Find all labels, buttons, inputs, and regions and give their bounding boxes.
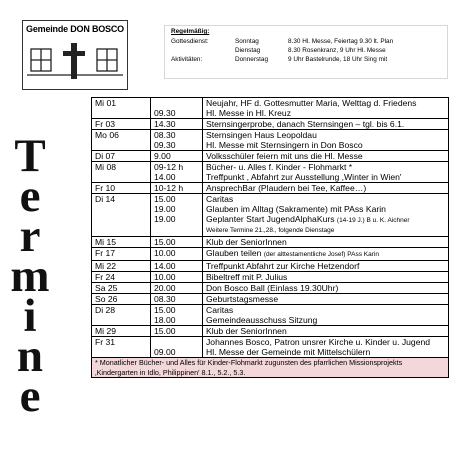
event-description <box>203 237 449 248</box>
event-date: So 26 <box>92 294 151 305</box>
event-text: Neujahr, HF d. Gottesmutter Maria, Welttag d. Friedens <box>206 98 417 108</box>
event-description <box>203 98 449 119</box>
event-text: Hl. Messe der Gemeinde mit Mittelschülern <box>206 347 371 357</box>
event-time: 09.00 <box>154 347 176 357</box>
event-time: 19.00 <box>154 204 176 214</box>
schedule-row <box>92 130 449 151</box>
side-title-letter: r <box>19 210 41 262</box>
event-line <box>206 140 445 150</box>
event-times <box>151 151 203 162</box>
schedule-row <box>92 294 449 305</box>
event-date: Mi 08 <box>92 162 151 183</box>
event-line <box>206 272 445 282</box>
side-title-letter: e <box>19 170 41 222</box>
schedule-row <box>92 162 449 183</box>
event-followup-note: Weitere Termine 21.,28., folgende Dienstage <box>206 227 335 234</box>
event-times <box>151 261 203 272</box>
event-line <box>206 130 445 140</box>
schedule-row <box>92 237 449 248</box>
side-title-letter: i <box>23 290 37 342</box>
event-text: Geplanter Start JugendAlphaKurs <box>206 214 335 224</box>
event-line <box>206 108 445 118</box>
event-text: Johannes Bosco, Patron unsrer Kirche u. Kinder u. Jugend <box>206 337 431 347</box>
event-line <box>206 151 445 161</box>
event-date: Fr 10 <box>92 183 151 194</box>
event-line <box>206 283 445 293</box>
event-description <box>203 294 449 305</box>
event-line <box>206 326 445 336</box>
event-text: Volksschüler feiern mit uns die Hl. Messe <box>206 151 363 161</box>
parish-logo <box>22 20 128 90</box>
event-times <box>151 305 203 326</box>
event-text: Hl. Messe mit Sternsingern in Don Bosco <box>206 140 363 150</box>
event-times <box>151 130 203 151</box>
event-time: 9.00 <box>154 151 171 161</box>
regular-row: Dienstag 8.30 Rosenkranz, 9 Uhr Hl. Messe <box>235 47 386 54</box>
schedule-row <box>92 272 449 283</box>
event-line <box>206 194 445 204</box>
side-title-termine <box>8 130 52 422</box>
side-title-letter: T <box>14 130 46 182</box>
event-time: 14.00 <box>154 172 176 182</box>
event-description <box>203 194 449 237</box>
event-description <box>203 183 449 194</box>
event-time: 15.00 <box>154 326 176 336</box>
event-date: Mi 01 <box>92 98 151 119</box>
event-line <box>206 172 445 182</box>
event-text: Glauben teilen <box>206 248 262 258</box>
regular-services-heading: Regelmäßig: <box>171 28 210 35</box>
event-time: 14.30 <box>154 119 176 129</box>
event-time: 08.30 <box>154 294 176 304</box>
event-time: 14.00 <box>154 261 176 271</box>
event-description <box>203 261 449 272</box>
event-description <box>203 130 449 151</box>
event-times <box>151 248 203 261</box>
event-text: Klub der SeniorInnen <box>206 326 287 336</box>
event-description <box>203 151 449 162</box>
schedule-row <box>92 283 449 294</box>
side-title-letter: m <box>10 250 50 302</box>
side-title-letter: n <box>16 330 44 382</box>
event-description <box>203 337 449 358</box>
event-date: Sa 25 <box>92 283 151 294</box>
event-date: Fr 03 <box>92 119 151 130</box>
event-time: 19.00 <box>154 214 176 224</box>
event-date: Di 14 <box>92 194 151 237</box>
event-time: 09.30 <box>154 140 176 150</box>
event-text: Bücher- u. Alles f. Kinder - Flohmarkt * <box>206 162 353 172</box>
event-date: Di 28 <box>92 305 151 326</box>
event-description <box>203 326 449 337</box>
event-text: Treffpunkt , Abfahrt zur Ausstellung ,Winter in Wien' <box>206 172 402 182</box>
event-time: 10-12 h <box>154 183 184 193</box>
event-description <box>203 119 449 130</box>
event-line <box>206 294 445 304</box>
event-line <box>206 162 445 172</box>
event-date: Fr 31 <box>92 337 151 358</box>
event-text: Klub der SeniorInnen <box>206 237 287 247</box>
event-line <box>206 305 445 315</box>
event-times <box>151 283 203 294</box>
event-text: Caritas <box>206 305 234 315</box>
schedule-row <box>92 194 449 237</box>
event-time: 20.00 <box>154 283 176 293</box>
event-date: Mi 22 <box>92 261 151 272</box>
logo-title: Gemeinde DON BOSCO <box>26 24 124 34</box>
schedule-table <box>91 97 449 378</box>
event-line <box>206 261 445 271</box>
schedule-row <box>92 151 449 162</box>
event-time: 09-12 h <box>154 162 184 172</box>
event-text: Sternsingen Haus Leopoldau <box>206 130 317 140</box>
event-line <box>206 183 445 193</box>
event-times <box>151 194 203 237</box>
event-line <box>206 98 445 108</box>
event-line <box>206 337 445 347</box>
flohmarkt-footnote: * Monatlicher Bücher- und Alles für Kinder-Flohmarkt zugunsten des pfarrlichen Missionsprojekts ‚Kindergarten in Idlo, Philippinen' 8.1., 5.2., 5.3. <box>92 358 449 378</box>
event-times <box>151 294 203 305</box>
event-text: AnsprechBar (Plaudern bei Tee, Kaffee…) <box>206 183 367 193</box>
event-times <box>151 272 203 283</box>
schedule-row <box>92 326 449 337</box>
event-text: Hl. Messe in Hl. Kreuz <box>206 108 292 118</box>
schedule-row <box>92 98 449 119</box>
event-line <box>206 315 445 325</box>
event-date: Fr 24 <box>92 272 151 283</box>
event-times <box>151 183 203 194</box>
event-date: Fr 17 <box>92 248 151 261</box>
footer-row <box>92 358 449 378</box>
event-line <box>206 204 445 214</box>
event-line <box>206 237 445 247</box>
event-text: Bibeltreff mit P. Julius <box>206 272 288 282</box>
event-description <box>203 272 449 283</box>
event-date: Mo 06 <box>92 130 151 151</box>
event-text: Don Bosco Ball (Einlass 19.30Uhr) <box>206 283 339 293</box>
event-time: 08.30 <box>154 130 176 140</box>
event-times <box>151 337 203 358</box>
schedule-row <box>92 337 449 358</box>
event-line <box>206 347 445 357</box>
event-text: Gemeindeausschuss Sitzung <box>206 315 318 325</box>
event-time: 15.00 <box>154 305 176 315</box>
event-date: Mi 15 <box>92 237 151 248</box>
event-text: Sternsingerprobe, danach Sternsingen – tgl. bis 6.1. <box>206 119 405 129</box>
event-line <box>206 248 445 260</box>
event-note: (der alttestamentliche Josef) PAss Karin <box>263 251 379 258</box>
event-text: Caritas <box>206 194 234 204</box>
event-time: 09.30 <box>154 108 176 118</box>
church-building-icon <box>23 39 127 89</box>
regular-row: Aktivitäten: Donnerstag 9 Uhr Bastelrunde, 18 Uhr Sing mit <box>171 56 388 63</box>
event-times <box>151 237 203 248</box>
regular-services-box <box>164 25 448 79</box>
event-times <box>151 119 203 130</box>
schedule-row <box>92 248 449 261</box>
event-note: (14-19 J.) B u. K. Aichner <box>336 217 410 224</box>
event-time: 18.00 <box>154 315 176 325</box>
event-date: Mi 29 <box>92 326 151 337</box>
event-time <box>154 337 199 347</box>
event-date: Di 07 <box>92 151 151 162</box>
event-text: Glauben im Alltag (Sakramente) mit PAss Karin <box>206 204 386 214</box>
schedule-row <box>92 261 449 272</box>
side-title-letter: e <box>19 370 41 422</box>
event-line <box>206 214 445 226</box>
event-times <box>151 162 203 183</box>
schedule-row <box>92 183 449 194</box>
event-line <box>206 119 445 129</box>
event-time: 15.00 <box>154 194 176 204</box>
event-time: 15.00 <box>154 237 176 247</box>
event-description <box>203 162 449 183</box>
regular-row: Gottesdienst: Sonntag 8.30 Hl. Messe, Feiertag 9.30 lt. Plan <box>171 38 394 45</box>
event-description <box>203 305 449 326</box>
event-time <box>154 98 199 108</box>
event-text: Geburtstagsmesse <box>206 294 279 304</box>
event-description <box>203 248 449 261</box>
event-time: 10.00 <box>154 272 176 282</box>
event-description <box>203 283 449 294</box>
event-times <box>151 98 203 119</box>
event-time: 10.00 <box>154 248 176 258</box>
event-text: Treffpunkt Abfahrt zur Kirche Hetzendorf <box>206 261 360 271</box>
event-times <box>151 326 203 337</box>
schedule-row <box>92 305 449 326</box>
schedule-row <box>92 119 449 130</box>
